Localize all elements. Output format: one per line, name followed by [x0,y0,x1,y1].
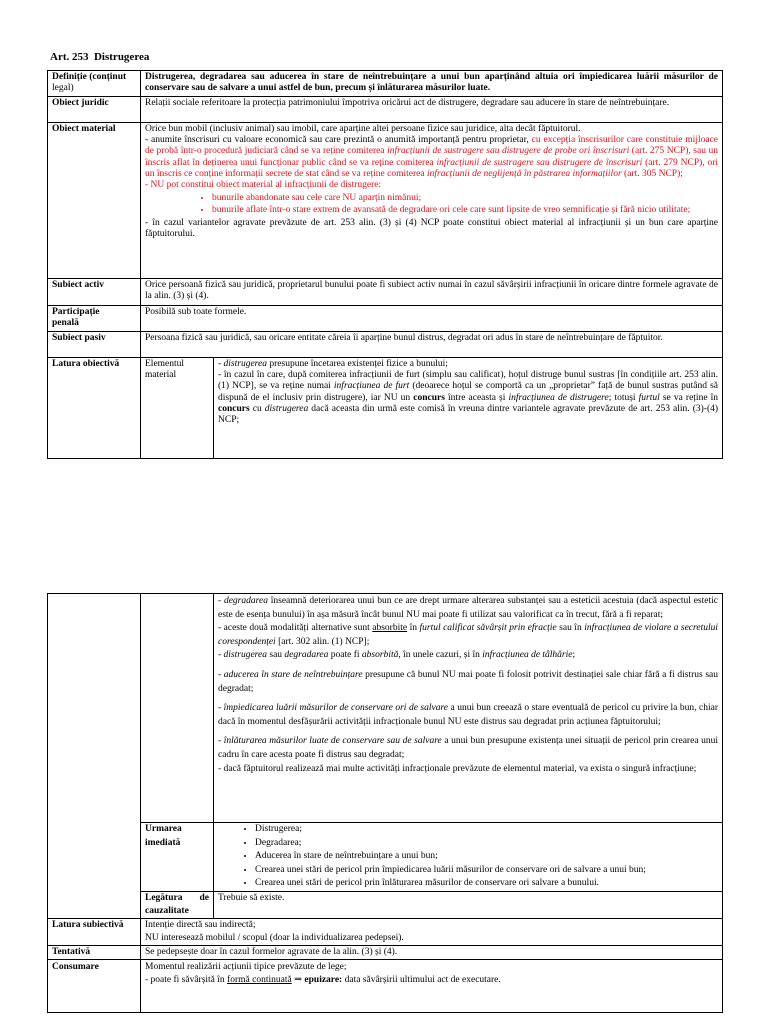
text-segment: data săvârșirii ultimului act de executare. [342,974,501,985]
row-definitie [48,71,723,97]
row-obiect-juridic [48,97,723,123]
text-segment: infracțiunea de violare a secretului corespondenței [218,623,719,647]
text-segment: (art. 305 NCP); [621,168,683,179]
text-segment: a unui bun creează o stare eventuală de pericol cu privire la bun, chiar dacă în momentul desfășurării activității infracționale bunul NU este distrus sau degradat prin acțiunea făptuitorului; [218,703,719,727]
text-segment: - anumite înscrisuri cu valoare economică sau care prezintă o anumită importanță pentru proprietar, [145,135,532,146]
label-obiect-juridic: Obiect juridic [48,97,141,123]
text-segment: cu [249,403,265,414]
text-segment: cu excepția înscrisurilor care constituie mijloace de probă într-o procedură judiciară când se va reține comiterea [145,135,719,157]
text-segment: (art. 275 NCP), sau un înscris aflat în deținerea unui funcționar public când se va reține comiterea [145,146,719,168]
list-item: • Aducerea în stare de neîntrebuințare a unui bun; [255,850,718,864]
text-segment: - [218,650,224,661]
text-segment: - [218,736,224,747]
label-subiect-pasiv: Subiect pasiv [48,332,141,358]
text-segment: împiedicarea luării măsurilor de conservare ori de salvare [223,703,449,714]
row-subiect-activ [48,279,723,306]
text-segment: infracțiunea de distrugere [508,392,609,403]
definitie-text-cell [141,71,723,97]
latura-subiectiva-cell [141,918,723,945]
text-segment: poate fi [328,650,362,661]
text-segment: înseamnă deteriorarea unui bun ce are drept urmare alterarea substanței sau a esteticii acestuia (dacă aspectul estetic este de esența bunului) în așa măsură încât bunul NU mai poate fi utilizat sau valorificat ca în trecut, fără a fi reparat; [218,596,718,620]
tentativa-text: Se pedepsește doar în cazul formelor agravate de la alin. (3) și (4). [141,945,723,959]
paragraph-impiedicarea [218,702,718,729]
paragraph-talharie [218,649,718,663]
text-segment: distrugerea [264,403,309,414]
text-segment: ; totuși [608,392,639,403]
participatie-text: Posibilă sub toate formele. [141,306,723,332]
label-definitie-rest: legal) [52,83,74,94]
label-legatura-cauzalitate: Legătura de cauzalitate [141,891,214,918]
urmarea-cell [214,823,723,892]
text-segment: infracțiunii de sustragere sau distrugere de probe ori înscrisuri [387,146,630,157]
row-latura-obiectiva [48,358,723,459]
text-segment: - în cazul în care, după comiterea infracțiunii de furt (simplu sau calificat), hoțul distruge bunul sustras [în condițiile art. 253 alin. (1) NCP], se va reține numai [218,370,719,392]
consumare-line: Momentul realizării acțiunii tipice prevăzute de lege; [145,961,347,972]
list-item: • bunurile abandonate sau cele care NU aparțin nimănui; [212,192,718,204]
label-part: Latura [52,919,83,930]
latura-subiectiva-line: NU interesează mobilul / scopul (doar la individualizarea pedepsei). [145,932,404,943]
list-item: • Crearea unei stări de pericol prin împiedicarea luării măsurilor de conservare ori de salvare a unui bun; [255,864,718,878]
text-segment: infracțiunii de sustragere sau distrugere de înscrisuri [436,157,643,168]
urmarea-list [218,823,718,891]
row-consumare [48,959,723,1012]
implies-arrow: ⇒ [291,974,305,985]
text-segment: furtul calificat săvârșit prin efracție [419,623,557,634]
text-segment: între aceasta și [444,392,509,403]
list-item: • Distrugerea; [255,823,718,837]
text-segment: se va reține în [659,392,719,403]
row-elementul-material-continuare [48,594,723,823]
table-page-1 [47,70,723,459]
row-tentativa [48,945,723,959]
text-segment: - [218,359,224,369]
definitie-text: Distrugerea, degradarea sau aducerea în stare de neîntrebuințare a unui bun aparținând altuia ori împiedicarea luării măsurilor de conservare sau de salvare a unui astfel de bun, precum și înlăturarea măsurilor luate. [145,72,719,94]
label-definitie [48,71,141,97]
text-segment: epuizare: [304,974,343,985]
label-obiect-material: Obiect material [48,123,141,279]
label-part: subiectivă [82,919,124,930]
text-segment: aducerea în stare de neîntrebuințare [223,669,363,680]
text-segment: în [407,623,420,634]
label-urmarea-imediata: Urmarea imediată [141,823,214,892]
text-segment: înlăturarea măsurilor luate de conservare sau de salvare [223,736,442,747]
text-segment: concurs [218,403,250,414]
list-item: • bunurile aflate într-o stare extrem de avansată de degradare ori cele care sunt lipsite de vreo semnificație și fără nicio utilitate; [212,204,718,216]
text-segment: presupune că bunul NU mai poate fi folosit potrivit destinației sale chiar fără a fi distrus sau degradat; [218,669,718,694]
obiect-material-intro: Orice bun mobil (inclusiv animal) sau imobil, care aparține altei persoane fizice sau juridice, alta decât făptuitorul. [145,124,581,134]
text-segment: a unui bun presupune existența unei situații de pericol prin crearea unui cadru în care acesta poate fi distrus sau degradat; [218,736,718,760]
text-segment: concurs [413,392,445,403]
text-segment: (deoarece hoțul se comportă ca un „proprietar” față de bunul sustras putând să dispună de el inclusiv prin distrugere), iar NU un [218,381,718,403]
latura-subiectiva-line: Intenție directă sau indirectă; [145,919,256,930]
obiect-juridic-text: Relații sociale referitoare la protecția patrimoniului împotriva oricărui act de distrugere, degradare sau aducere în stare de neîntrebuințare. [141,97,723,123]
exclusions-intro: - NU pot constitui obiect material al infracțiunii de distrugere: [145,180,382,191]
row-participatie [48,306,723,332]
label-latura-subiectiva [48,918,141,945]
consumare-line [145,974,718,987]
text-segment: sau [267,650,285,661]
text-segment: ; [572,650,576,661]
text-segment: - aceste două modalități alternative sunt [218,623,373,634]
row-latura-subiectiva [48,918,723,945]
legatura-text: Trebuie să existe. [214,891,723,918]
text-segment: infracțiunea de tâlhărie [482,650,573,661]
label-latura-obiectiva [48,358,141,459]
label-tentativa: Tentativă [48,945,141,959]
text-segment: , în unele cazuri, și în [398,650,483,661]
row-legatura-cauzalitate [48,891,723,918]
label-participatie-cell [48,306,141,332]
label-elementul-material: Elementul material [141,358,214,459]
empty-cell [141,594,214,823]
elementul-material-cell [214,358,723,459]
text-segment: (art. 279 NCP), ori un înscris ce conține informații secrete de stat când se va reține comiterea [145,157,719,179]
text-segment: - [218,669,224,680]
text-segment: - [218,596,224,606]
row-obiect-material [48,123,723,279]
text-segment: distrugerea [223,359,267,369]
consumare-cell [141,959,723,1012]
label-subiect-activ: Subiect activ [48,279,141,306]
label-definitie-bold: Definiție (conținut [52,72,127,82]
text-segment: infracțiunea de furt [333,381,410,392]
label-part: Latura [52,359,83,369]
list-item: • Degradarea; [255,837,718,851]
text-segment: - [218,703,224,714]
subiect-activ-text: Orice persoană fizică sau juridică, proprietarul bunului poate fi subiect activ numai în cazul săvârșirii infracțiunii în oricare dintre formele agravate de la alin. (3) și (4). [141,279,723,306]
label-consumare: Consumare [48,959,141,1012]
text-segment: sau în [556,623,585,634]
text-segment: degradarea [223,596,268,606]
paragraph-furt [218,370,718,426]
empty-cell [48,594,141,919]
paragraph-absorbite [218,622,718,649]
text-segment: presupune încetarea existenței fizice a bunului; [267,359,448,369]
exclusions-list [145,192,718,216]
text-segment: degradarea [284,650,329,661]
paragraph-mai-multe: - dacă făptuitorul realizează mai multe activități infracționale prevăzute de elementul material, va exista o singură infracțiune; [218,763,697,774]
obiect-material-agravate: - în cazul variantelor agravate prevăzute de art. 253 alin. (3) și (4) NCP poate constitui obiect material al infracțiunii și un bun care aparține făptuitorului. [145,217,719,239]
paragraph-aducerea [218,669,718,696]
continuare-cell [214,594,723,823]
text-segment: - poate fi săvârșită în [145,974,228,985]
text-segment: dacă aceasta din urmă este comisă în vreuna dintre variantele agravate prevăzute de art. 253 alin. (3)-(4) NCP; [218,403,719,426]
text-segment: furtul [638,392,660,403]
label-part: obiectivă [82,359,120,369]
paragraph-inlaturarea [218,735,718,762]
list-item: • Crearea unei stări de pericol prin înlăturarea măsurilor de conservare ori salvare a bunului. [255,877,718,891]
row-subiect-pasiv [48,332,723,358]
paragraph-distrugerea [218,359,718,370]
text-segment: absorbită [361,650,399,661]
text-segment: distrugerea [223,650,267,661]
text-segment: [art. 302 alin. (1) NCP]; [275,636,370,647]
obiect-material-cell [141,123,723,279]
text-segment: absorbite [372,623,408,634]
subiect-pasiv-text: Persoana fizică sau juridică, sau oricare entitate căreia îi aparține bunul distrus, degradat ori adus în stare de neîntrebuințare de făptuitor. [141,332,723,358]
obiect-material-inscrisuri [145,135,718,180]
table-page-2 [47,593,723,1013]
label-participatie: Participație penală [52,307,100,329]
row-urmarea-imediata [48,823,723,892]
paragraph-degradarea [218,595,718,622]
text-segment: infracțiunii de neglijență în păstrarea informațiilor [426,168,622,179]
page-title: Art. 253 Distrugerea [50,51,150,63]
text-segment: formă continuată [227,974,292,985]
